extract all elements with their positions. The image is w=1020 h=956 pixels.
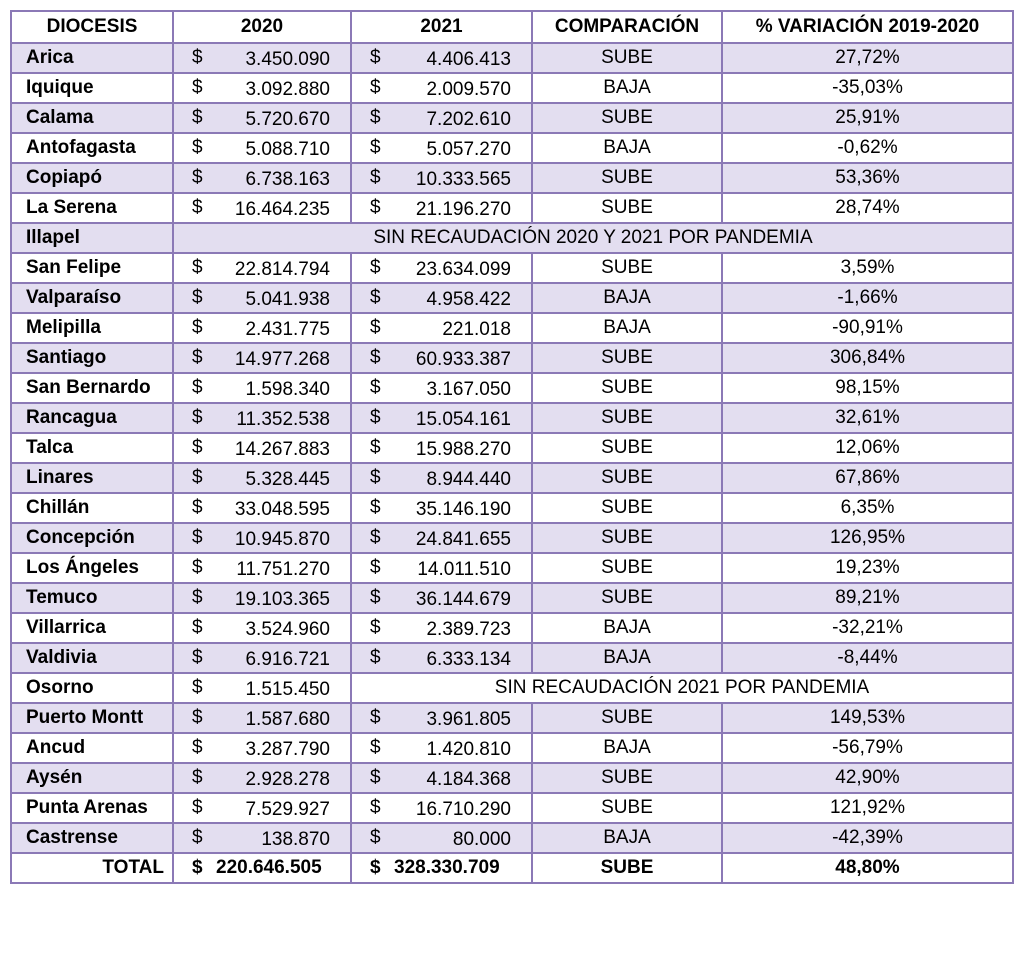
table-row: [11, 703, 1013, 733]
variation-percent: -90,91%: [722, 313, 1013, 343]
value-2021: [351, 343, 532, 373]
value-2021: [351, 523, 532, 553]
value-2021: [351, 733, 532, 763]
table-row: [11, 733, 1013, 763]
table-row: [11, 193, 1013, 223]
comparison: BAJA: [532, 613, 722, 643]
table-row: [11, 253, 1013, 283]
variation-percent: 48,80%: [722, 853, 1013, 883]
variation-percent: 42,90%: [722, 763, 1013, 793]
variation-percent: -32,21%: [722, 613, 1013, 643]
currency-sign: $: [192, 767, 203, 788]
currency-sign: $: [192, 257, 203, 278]
value-2020: [173, 853, 351, 883]
variation-percent: 6,35%: [722, 493, 1013, 523]
currency-sign: $: [192, 527, 203, 548]
value-2020: [173, 133, 351, 163]
currency-sign: $: [370, 527, 381, 548]
table-row: [11, 73, 1013, 103]
comparison: SUBE: [532, 43, 722, 73]
variation-percent: 27,72%: [722, 43, 1013, 73]
diocesis-name: Punta Arenas: [11, 793, 173, 823]
currency-sign: $: [370, 317, 381, 338]
currency-sign: $: [192, 407, 203, 428]
comparison: SUBE: [532, 403, 722, 433]
currency-sign: $: [192, 347, 203, 368]
comparison: SUBE: [532, 553, 722, 583]
no-collection-note: SIN RECAUDACIÓN 2020 Y 2021 POR PANDEMIA: [173, 223, 1013, 253]
currency-sign: $: [370, 767, 381, 788]
currency-sign: $: [370, 437, 381, 458]
table-row: [11, 133, 1013, 163]
total-row: [11, 853, 1013, 883]
table-row: [11, 493, 1013, 523]
value-2020-amount: 3.450.090: [245, 49, 330, 70]
table-row: [11, 223, 1013, 253]
value-2020: [173, 313, 351, 343]
value-2020-amount: 19.103.365: [234, 589, 330, 610]
value-2021-amount: 5.057.270: [426, 139, 511, 160]
value-2021-amount: 16.710.290: [415, 799, 511, 820]
diocesis-name: San Felipe: [11, 253, 173, 283]
value-2021-amount: 1.420.810: [426, 739, 511, 760]
variation-percent: -1,66%: [722, 283, 1013, 313]
variation-percent: 19,23%: [722, 553, 1013, 583]
currency-sign: $: [192, 317, 203, 338]
value-2020-amount: 11.751.270: [236, 559, 330, 580]
value-2021-amount: 4.406.413: [426, 49, 511, 70]
comparison: BAJA: [532, 73, 722, 103]
value-2020: [173, 733, 351, 763]
value-2020: [173, 793, 351, 823]
currency-sign: $: [370, 797, 381, 818]
value-2021: [351, 763, 532, 793]
value-2021-amount: 7.202.610: [426, 109, 511, 130]
diocesis-name: Copiapó: [11, 163, 173, 193]
currency-sign: $: [192, 857, 203, 878]
diocesis-name: La Serena: [11, 193, 173, 223]
diocesis-name: Linares: [11, 463, 173, 493]
value-2020: [173, 433, 351, 463]
comparison: SUBE: [532, 793, 722, 823]
currency-sign: $: [370, 557, 381, 578]
comparison: SUBE: [532, 373, 722, 403]
currency-sign: $: [370, 287, 381, 308]
comparison: SUBE: [532, 193, 722, 223]
value-2020-amount: 6.916.721: [245, 649, 330, 670]
value-2020: [173, 703, 351, 733]
currency-sign: $: [192, 707, 203, 728]
diocesis-name: Antofagasta: [11, 133, 173, 163]
value-2021: [351, 283, 532, 313]
diocesis-name: Concepción: [11, 523, 173, 553]
value-2021-amount: 8.944.440: [426, 469, 511, 490]
diocesis-name: Rancagua: [11, 403, 173, 433]
value-2021-amount: 10.333.565: [415, 169, 511, 190]
value-2020-amount: 5.720.670: [245, 109, 330, 130]
comparison: SUBE: [532, 763, 722, 793]
value-2021-amount: 36.144.679: [415, 589, 511, 610]
table-row: [11, 403, 1013, 433]
currency-sign: $: [192, 137, 203, 158]
diocesis-name: Santiago: [11, 343, 173, 373]
value-2021-amount: 2.389.723: [426, 619, 511, 640]
value-2020-amount: 22.814.794: [234, 259, 330, 280]
value-2020-amount: 14.977.268: [234, 349, 330, 370]
currency-sign: $: [370, 167, 381, 188]
comparison: BAJA: [532, 733, 722, 763]
value-2020: [173, 493, 351, 523]
value-2020-amount: 5.088.710: [245, 139, 330, 160]
variation-percent: 89,21%: [722, 583, 1013, 613]
value-2020-amount: 1.515.450: [245, 679, 330, 700]
value-2020-amount: 11.352.538: [236, 409, 330, 430]
currency-sign: $: [192, 467, 203, 488]
value-2020-amount: 3.092.880: [245, 79, 330, 100]
currency-sign: $: [370, 137, 381, 158]
diocesis-name: Aysén: [11, 763, 173, 793]
value-2020: [173, 553, 351, 583]
comparison: SUBE: [532, 253, 722, 283]
diocesis-name: TOTAL: [11, 853, 173, 883]
value-2020-amount: 33.048.595: [234, 499, 330, 520]
table-row: [11, 103, 1013, 133]
variation-percent: 25,91%: [722, 103, 1013, 133]
variation-percent: 28,74%: [722, 193, 1013, 223]
variation-percent: 98,15%: [722, 373, 1013, 403]
currency-sign: $: [192, 587, 203, 608]
diocesis-name: Osorno: [11, 673, 173, 703]
currency-sign: $: [192, 797, 203, 818]
table-row: [11, 613, 1013, 643]
header-row: [11, 11, 1013, 43]
comparison: BAJA: [532, 643, 722, 673]
comparison: BAJA: [532, 283, 722, 313]
table-row: [11, 373, 1013, 403]
value-2021-amount: 3.961.805: [426, 709, 511, 730]
value-2020: [173, 163, 351, 193]
value-2020-amount: 5.041.938: [245, 289, 330, 310]
diocesis-name: Ancud: [11, 733, 173, 763]
value-2021: [351, 43, 532, 73]
value-2021-amount: 4.958.422: [426, 289, 511, 310]
variation-percent: -42,39%: [722, 823, 1013, 853]
value-2021: [351, 163, 532, 193]
table-row: [11, 43, 1013, 73]
value-2020: [173, 73, 351, 103]
table-row: [11, 313, 1013, 343]
currency-sign: $: [370, 587, 381, 608]
table-row: [11, 283, 1013, 313]
value-2020-amount: 14.267.883: [234, 439, 330, 460]
currency-sign: $: [370, 827, 381, 848]
variation-percent: 12,06%: [722, 433, 1013, 463]
currency-sign: $: [370, 47, 381, 68]
currency-sign: $: [370, 347, 381, 368]
value-2020-amount: 2.928.278: [245, 769, 330, 790]
value-2021-amount: 328.330.709: [394, 857, 500, 878]
diocesis-name: Iquique: [11, 73, 173, 103]
value-2021: [351, 643, 532, 673]
value-2020-amount: 3.287.790: [245, 739, 330, 760]
value-2020: [173, 523, 351, 553]
diocesis-name: Illapel: [11, 223, 173, 253]
diocesis-name: Villarrica: [11, 613, 173, 643]
table-row: [11, 163, 1013, 193]
variation-percent: 53,36%: [722, 163, 1013, 193]
comparison: SUBE: [532, 853, 722, 883]
diocesis-name: Talca: [11, 433, 173, 463]
value-2020-amount: 138.870: [261, 829, 330, 850]
value-2021: [351, 703, 532, 733]
value-2021-amount: 21.196.270: [415, 199, 511, 220]
table-row: [11, 523, 1013, 553]
currency-sign: $: [192, 287, 203, 308]
table-row: [11, 763, 1013, 793]
value-2020: [173, 103, 351, 133]
value-2021: [351, 253, 532, 283]
value-2020: [173, 283, 351, 313]
header-variacion: % VARIACIÓN 2019-2020: [722, 11, 1013, 43]
variation-percent: -56,79%: [722, 733, 1013, 763]
value-2021: [351, 583, 532, 613]
currency-sign: $: [370, 197, 381, 218]
comparison: SUBE: [532, 463, 722, 493]
currency-sign: $: [192, 437, 203, 458]
value-2020-amount: 3.524.960: [245, 619, 330, 640]
variation-percent: 3,59%: [722, 253, 1013, 283]
currency-sign: $: [370, 647, 381, 668]
variation-percent: -0,62%: [722, 133, 1013, 163]
header-2020: 2020: [173, 11, 351, 43]
variation-percent: 67,86%: [722, 463, 1013, 493]
comparison: SUBE: [532, 103, 722, 133]
value-2020-amount: 7.529.927: [245, 799, 330, 820]
currency-sign: $: [192, 77, 203, 98]
no-collection-note: SIN RECAUDACIÓN 2021 POR PANDEMIA: [351, 673, 1013, 703]
value-2020: [173, 193, 351, 223]
value-2020-amount: 16.464.235: [234, 199, 330, 220]
variation-percent: 149,53%: [722, 703, 1013, 733]
table-row: [11, 823, 1013, 853]
table-row: [11, 673, 1013, 703]
variation-percent: -35,03%: [722, 73, 1013, 103]
table-row: [11, 433, 1013, 463]
value-2021: [351, 613, 532, 643]
value-2021-amount: 221.018: [442, 319, 511, 340]
value-2021: [351, 493, 532, 523]
currency-sign: $: [192, 617, 203, 638]
value-2020-amount: 1.587.680: [245, 709, 330, 730]
value-2020: [173, 463, 351, 493]
currency-sign: $: [370, 407, 381, 428]
table-body: [11, 43, 1013, 883]
table-row: [11, 643, 1013, 673]
diocesis-name: Puerto Montt: [11, 703, 173, 733]
value-2020-amount: 5.328.445: [245, 469, 330, 490]
value-2020-amount: 220.646.505: [216, 857, 322, 878]
header-diocesis: DIOCESIS: [11, 11, 173, 43]
diocesis-name: Calama: [11, 103, 173, 133]
header-comparacion: COMPARACIÓN: [532, 11, 722, 43]
currency-sign: $: [192, 497, 203, 518]
comparison: BAJA: [532, 133, 722, 163]
value-2020: [173, 403, 351, 433]
value-2021: [351, 403, 532, 433]
currency-sign: $: [192, 377, 203, 398]
comparison: SUBE: [532, 703, 722, 733]
value-2021-amount: 15.988.270: [415, 439, 511, 460]
value-2021-amount: 14.011.510: [417, 559, 511, 580]
value-2021: [351, 193, 532, 223]
value-2020: [173, 43, 351, 73]
header-2021: 2021: [351, 11, 532, 43]
table-row: [11, 583, 1013, 613]
currency-sign: $: [192, 677, 203, 698]
currency-sign: $: [370, 107, 381, 128]
currency-sign: $: [370, 707, 381, 728]
comparison: SUBE: [532, 433, 722, 463]
currency-sign: $: [192, 647, 203, 668]
value-2021: [351, 823, 532, 853]
diocesis-name: Valparaíso: [11, 283, 173, 313]
value-2021-amount: 4.184.368: [426, 769, 511, 790]
variation-percent: -8,44%: [722, 643, 1013, 673]
value-2021-amount: 23.634.099: [415, 259, 511, 280]
value-2021-amount: 6.333.134: [426, 649, 511, 670]
value-2020: [173, 823, 351, 853]
currency-sign: $: [192, 557, 203, 578]
value-2021-amount: 80.000: [452, 829, 511, 850]
diocesis-name: San Bernardo: [11, 373, 173, 403]
value-2020: [173, 253, 351, 283]
value-2021: [351, 73, 532, 103]
value-2020: [173, 673, 351, 703]
currency-sign: $: [370, 467, 381, 488]
value-2020-amount: 2.431.775: [245, 319, 330, 340]
value-2021-amount: 3.167.050: [426, 379, 511, 400]
diocesis-name: Melipilla: [11, 313, 173, 343]
value-2021: [351, 553, 532, 583]
variation-percent: 126,95%: [722, 523, 1013, 553]
diocesis-name: Temuco: [11, 583, 173, 613]
diocesis-name: Chillán: [11, 493, 173, 523]
currency-sign: $: [370, 77, 381, 98]
comparison: SUBE: [532, 343, 722, 373]
currency-sign: $: [192, 107, 203, 128]
comparison: SUBE: [532, 583, 722, 613]
comparison: SUBE: [532, 493, 722, 523]
value-2021-amount: 60.933.387: [415, 349, 511, 370]
value-2020-amount: 10.945.870: [234, 529, 330, 550]
table-row: [11, 463, 1013, 493]
currency-sign: $: [192, 827, 203, 848]
value-2020: [173, 643, 351, 673]
value-2020-amount: 6.738.163: [245, 169, 330, 190]
diocesis-table: [10, 10, 1014, 884]
value-2021-amount: 15.054.161: [415, 409, 511, 430]
currency-sign: $: [370, 257, 381, 278]
value-2021: [351, 433, 532, 463]
value-2020: [173, 343, 351, 373]
comparison: BAJA: [532, 823, 722, 853]
diocesis-name: Castrense: [11, 823, 173, 853]
currency-sign: $: [370, 377, 381, 398]
value-2020: [173, 583, 351, 613]
currency-sign: $: [192, 167, 203, 188]
currency-sign: $: [370, 497, 381, 518]
value-2021: [351, 103, 532, 133]
value-2021: [351, 313, 532, 343]
currency-sign: $: [370, 617, 381, 638]
value-2021: [351, 793, 532, 823]
currency-sign: $: [192, 47, 203, 68]
value-2020-amount: 1.598.340: [245, 379, 330, 400]
variation-percent: 32,61%: [722, 403, 1013, 433]
value-2020: [173, 373, 351, 403]
value-2020: [173, 763, 351, 793]
value-2021: [351, 373, 532, 403]
comparison: SUBE: [532, 163, 722, 193]
value-2021: [351, 853, 532, 883]
variation-percent: 121,92%: [722, 793, 1013, 823]
value-2021: [351, 463, 532, 493]
diocesis-name: Arica: [11, 43, 173, 73]
value-2021: [351, 133, 532, 163]
table-row: [11, 553, 1013, 583]
diocesis-name: Los Ángeles: [11, 553, 173, 583]
currency-sign: $: [370, 737, 381, 758]
value-2021-amount: 35.146.190: [415, 499, 511, 520]
currency-sign: $: [370, 857, 381, 878]
table-row: [11, 793, 1013, 823]
comparison: BAJA: [532, 313, 722, 343]
currency-sign: $: [192, 737, 203, 758]
comparison: SUBE: [532, 523, 722, 553]
value-2021-amount: 2.009.570: [426, 79, 511, 100]
variation-percent: 306,84%: [722, 343, 1013, 373]
currency-sign: $: [192, 197, 203, 218]
table-row: [11, 343, 1013, 373]
value-2020: [173, 613, 351, 643]
value-2021-amount: 24.841.655: [415, 529, 511, 550]
diocesis-name: Valdivia: [11, 643, 173, 673]
